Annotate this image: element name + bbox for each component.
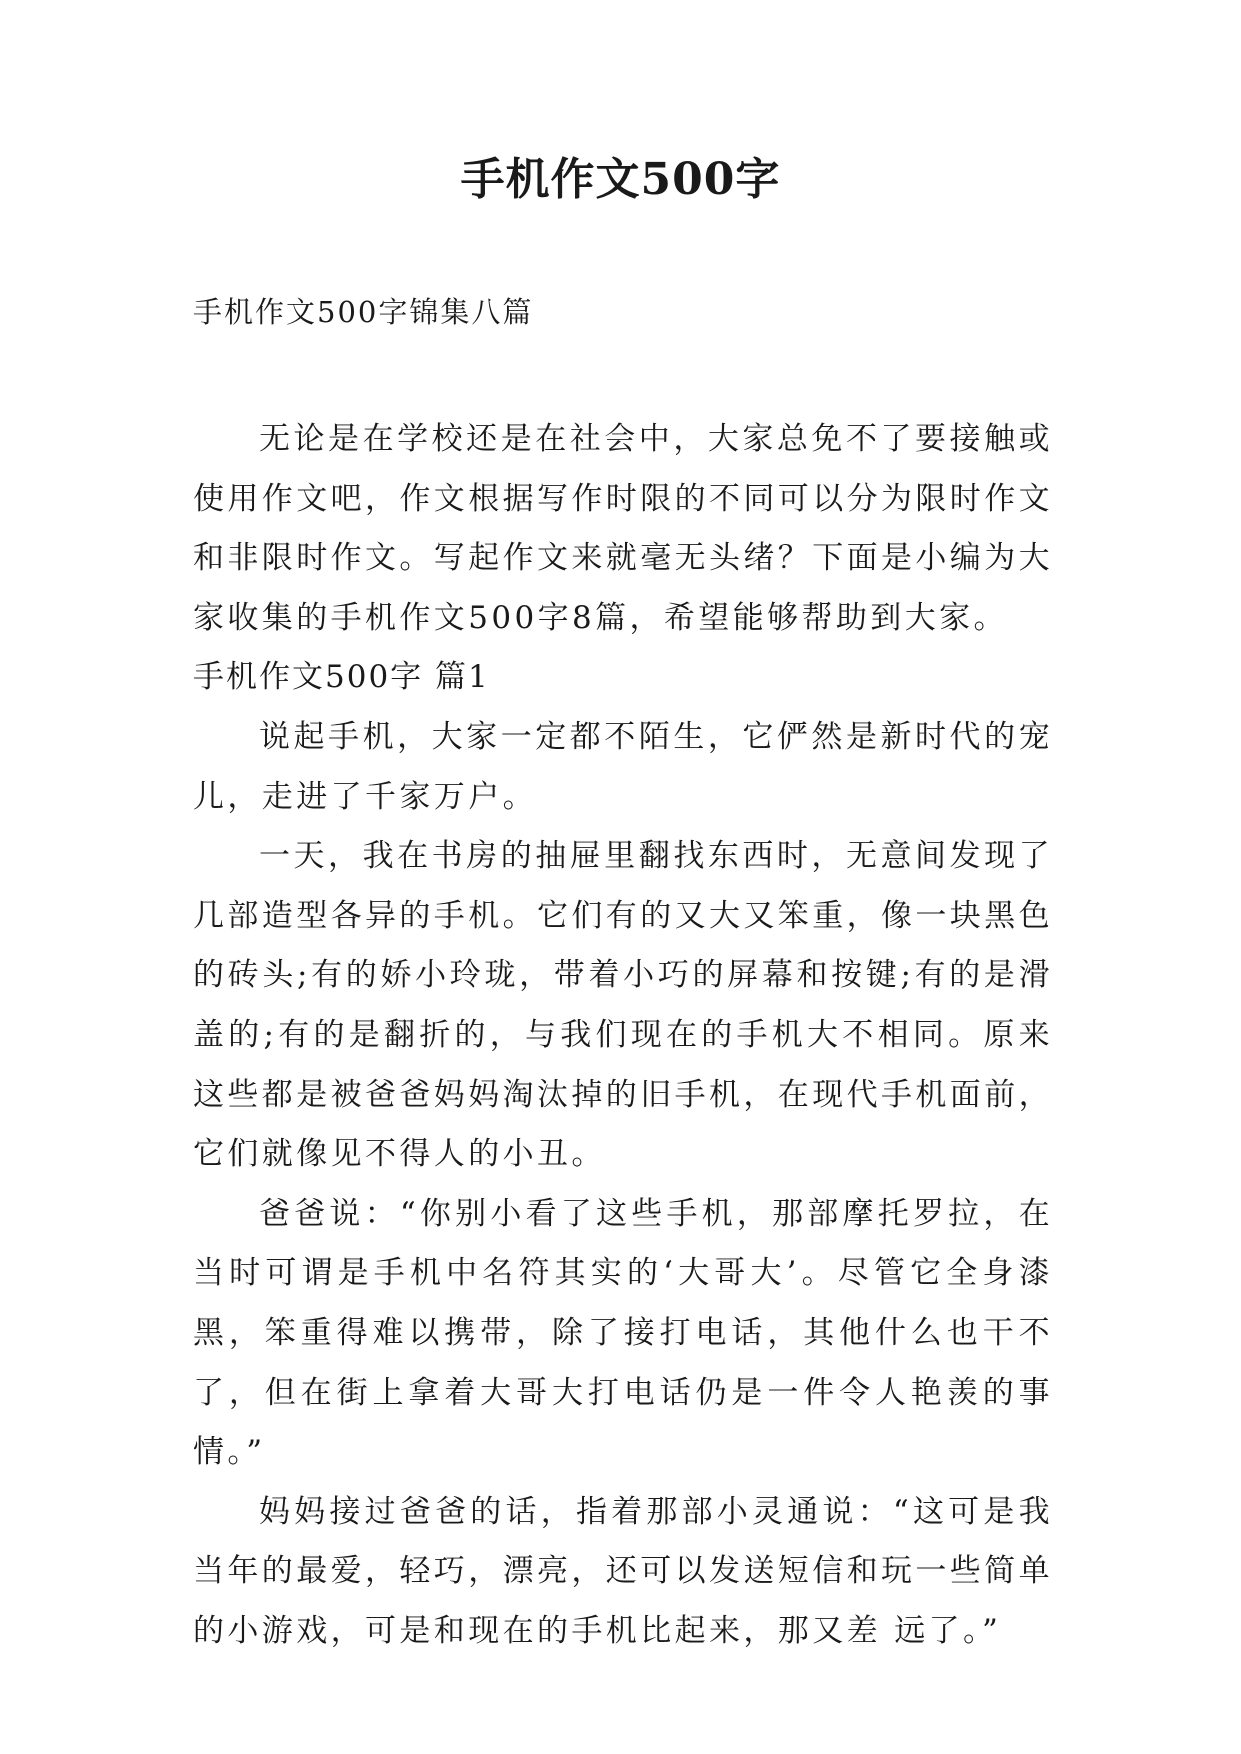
document-title: 手机作文500字 — [460, 154, 781, 205]
paragraph: 说起手机，大家一定都不陌生，它俨然是新时代的宠儿，走进了千家万户。 — [193, 718, 1053, 815]
document-body — [193, 410, 1053, 1661]
paragraph: 一天，我在书房的抽屉里翻找东西时，无意间发现了几部造型各异的手机。它们有的又大又笨重，像一块黑色的砖头;有的娇小玲珑，带着小巧的屏幕和按键;有的是滑盖的;有的是翻折的，与我们现在的手机大不相同。原来这些都是被爸爸妈妈淘汰掉的旧手机，在现代手机面前，它们就像见不得人的小丑。 — [193, 838, 1053, 1173]
paragraph: 妈妈接过爸爸的话，指着那部小灵通说：“这可是我当年的最爱，轻巧，漂亮，还可以发送短信和玩一些简单的小游戏，可是和现在的手机比起来，那又差 远了。” — [193, 1493, 1053, 1649]
paragraph-intro: 无论是在学校还是在社会中，大家总免不了要接触或使用作文吧，作文根据写作时限的不同可以分为限时作文和非限时作文。写起作文来就毫无头绪？下面是小编为大家收集的手机作文500字8篇，希望能够帮助到大家。 — [193, 421, 1053, 636]
document-subtitle: 手机作文500字锦集八篇 — [193, 295, 534, 329]
paragraph: 爸爸说：“你别小看了这些手机，那部摩托罗拉，在当时可谓是手机中名符其实的‘大哥大’。尽管它全身漆黑，笨重得难以携带，除了接打电话，其他什么也干不了，但在街上拿着大哥大打电话仍是一件令人艳羡的事情。” — [193, 1195, 1053, 1471]
section-heading: 手机作文500字 篇1 — [193, 659, 490, 696]
